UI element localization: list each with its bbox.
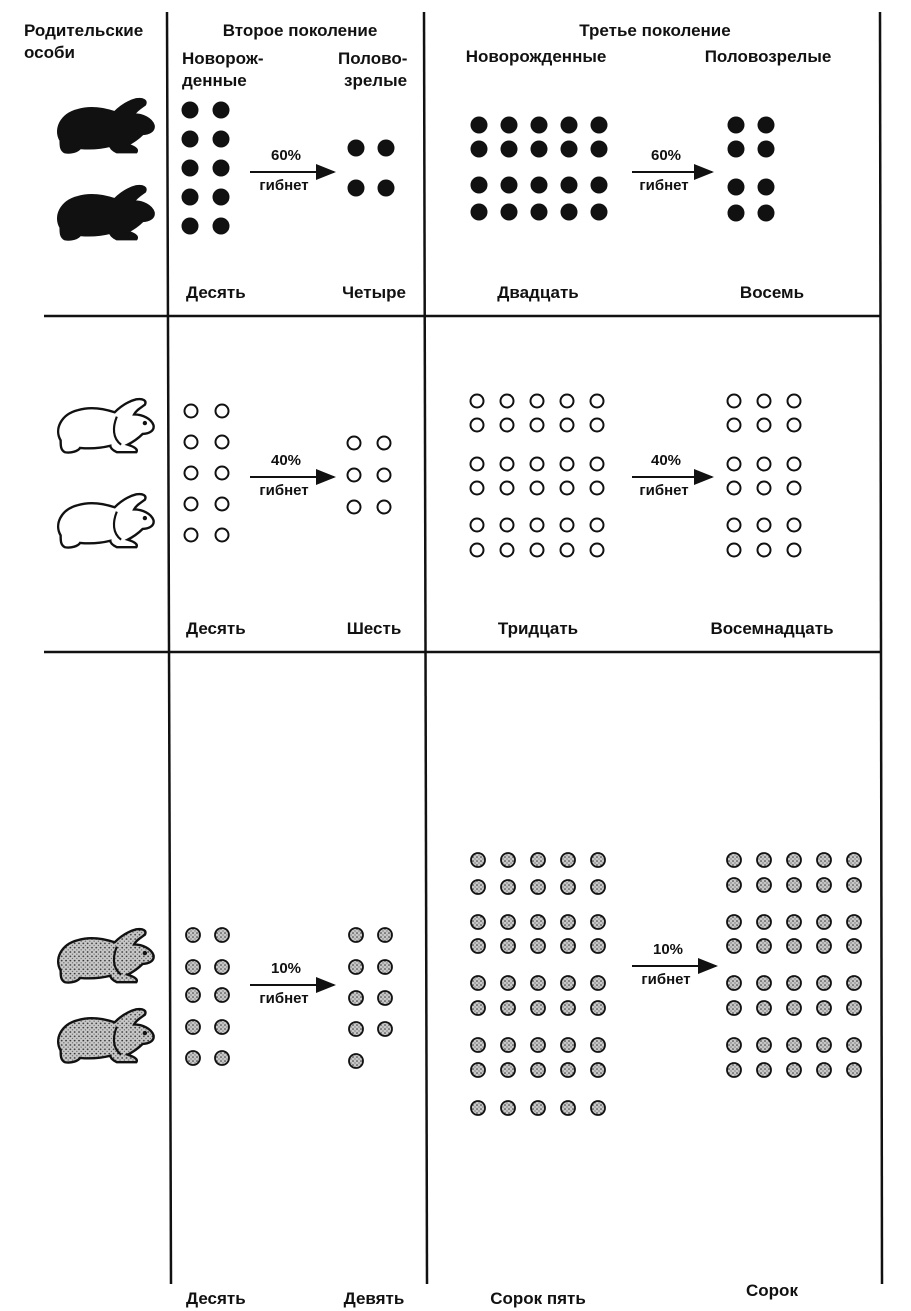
parents-label-1: Родительские (24, 21, 144, 40)
individual-dot (501, 1063, 515, 1077)
individual-dot (758, 179, 774, 195)
individual-dot (757, 915, 771, 929)
individual-dot (758, 419, 771, 432)
individual-dot (349, 928, 363, 942)
individual-dot (349, 1022, 363, 1036)
individual-dot (378, 1022, 392, 1036)
death-label: гибнет (259, 177, 309, 194)
gen3-newborn-count: Тридцать (497, 619, 579, 638)
individual-dot (561, 519, 574, 532)
gen3-newborn-dots (471, 853, 605, 1115)
individual-dot (471, 1063, 485, 1077)
individual-dot (817, 878, 831, 892)
individual-dot (591, 1063, 605, 1077)
individual-dot (501, 419, 514, 432)
rabbit-body (58, 494, 153, 547)
individual-dot (591, 880, 605, 894)
individual-dot (471, 853, 485, 867)
individual-dot (591, 204, 607, 220)
gen3-mature-dots (727, 853, 861, 1077)
individual-dot (182, 102, 198, 118)
individual-dot (758, 458, 771, 471)
individual-dot (788, 519, 801, 532)
individual-dot (591, 458, 604, 471)
individual-dot (471, 395, 484, 408)
individual-dot (757, 1038, 771, 1052)
individual-dot (727, 915, 741, 929)
parents-label-2: особи (24, 43, 75, 62)
individual-dot (471, 177, 487, 193)
individual-dot (531, 853, 545, 867)
individual-dot (349, 1054, 363, 1068)
individual-dot (471, 141, 487, 157)
individual-dot (561, 204, 577, 220)
third-newborn-label: Новорожденные (465, 47, 607, 66)
gen2-mature-count: Шесть (346, 619, 402, 638)
individual-dot (531, 1001, 545, 1015)
individual-dot (213, 160, 229, 176)
individual-dot (501, 939, 515, 953)
individual-dot (591, 544, 604, 557)
death-label: гибнет (639, 177, 689, 194)
individual-dot (728, 141, 744, 157)
gen3-newborn-count: Сорок пять (490, 1289, 586, 1308)
gen3-death-arrow (632, 147, 712, 194)
individual-dot (348, 469, 361, 482)
individual-dot (182, 160, 198, 176)
individual-dot (182, 189, 198, 205)
second-mature-label-2: зрелые (344, 71, 408, 90)
individual-dot (531, 482, 544, 495)
individual-dot (591, 1101, 605, 1115)
individual-dot (349, 960, 363, 974)
death-percent: 40% (650, 452, 682, 469)
individual-dot (471, 544, 484, 557)
individual-dot (378, 960, 392, 974)
individual-dot (728, 544, 741, 557)
individual-dot (378, 928, 392, 942)
individual-dot (757, 939, 771, 953)
individual-dot (757, 1001, 771, 1015)
individual-dot (501, 1101, 515, 1115)
individual-dot (471, 519, 484, 532)
white-rabbit-icon (58, 494, 153, 547)
individual-dot (817, 1063, 831, 1077)
individual-dot (788, 482, 801, 495)
individual-dot (215, 988, 229, 1002)
individual-dot (847, 915, 861, 929)
individual-dot (758, 141, 774, 157)
individual-dot (531, 915, 545, 929)
individual-dot (349, 991, 363, 1005)
individual-dot (728, 458, 741, 471)
individual-dot (787, 976, 801, 990)
individual-dot (185, 405, 198, 418)
gen2-newborn-count: Десять (186, 619, 246, 638)
individual-dot (787, 1063, 801, 1077)
individual-dot (561, 915, 575, 929)
individual-dot (182, 131, 198, 147)
gen3-newborn-count: Двадцать (497, 283, 579, 302)
individual-dot (216, 467, 229, 480)
individual-dot (591, 177, 607, 193)
individual-dot (847, 853, 861, 867)
individual-dot (471, 880, 485, 894)
individual-dot (561, 1001, 575, 1015)
individual-dot (817, 853, 831, 867)
individual-dot (788, 458, 801, 471)
gen2-newborn-dots (186, 928, 229, 1065)
individual-dot (847, 1038, 861, 1052)
individual-dot (471, 915, 485, 929)
individual-dot (531, 939, 545, 953)
individual-dot (213, 131, 229, 147)
individual-dot (185, 498, 198, 511)
individual-dot (757, 878, 771, 892)
gen2-death-arrow (250, 960, 334, 1007)
white-rabbit-icon (58, 399, 153, 452)
individual-dot (847, 1001, 861, 1015)
individual-dot (501, 853, 515, 867)
individual-dot (727, 976, 741, 990)
death-percent: 40% (270, 452, 302, 469)
second-generation-title: Второе поколение (222, 21, 378, 40)
individual-dot (213, 189, 229, 205)
gen3-mature-dots (728, 395, 801, 557)
individual-dot (216, 405, 229, 418)
death-percent: 60% (270, 147, 302, 164)
individual-dot (561, 1101, 575, 1115)
individual-dot (378, 180, 394, 196)
gen2-death-arrow (250, 147, 334, 194)
individual-dot (471, 458, 484, 471)
individual-dot (186, 1020, 200, 1034)
individual-dot (817, 976, 831, 990)
individual-dot (471, 939, 485, 953)
individual-dot (531, 204, 547, 220)
individual-dot (591, 419, 604, 432)
individual-dot (501, 141, 517, 157)
individual-dot (215, 928, 229, 942)
individual-dot (561, 1038, 575, 1052)
individual-dot (561, 880, 575, 894)
gen3-mature-count: Восемь (739, 283, 805, 302)
rows-content (58, 99, 861, 1308)
speckled-rabbit-icon (58, 929, 153, 982)
individual-dot (728, 395, 741, 408)
individual-dot (215, 960, 229, 974)
individual-dot (847, 976, 861, 990)
individual-dot (471, 419, 484, 432)
individual-dot (531, 976, 545, 990)
individual-dot (531, 1038, 545, 1052)
individual-dot (561, 1063, 575, 1077)
speckled-rabbit-icon (58, 1009, 153, 1062)
individual-dot (501, 458, 514, 471)
individual-dot (378, 437, 391, 450)
individual-dot (787, 1038, 801, 1052)
individual-dot (501, 519, 514, 532)
column-divider-1 (167, 12, 171, 1284)
individual-dot (758, 482, 771, 495)
individual-dot (471, 482, 484, 495)
gen2-mature-dots (349, 928, 392, 1068)
death-percent: 10% (270, 960, 302, 977)
individual-dot (501, 976, 515, 990)
individual-dot (787, 878, 801, 892)
individual-dot (216, 436, 229, 449)
individual-dot (501, 915, 515, 929)
individual-dot (213, 102, 229, 118)
individual-dot (501, 1038, 515, 1052)
third-mature-label: Половозрелые (704, 47, 832, 66)
individual-dot (561, 853, 575, 867)
individual-dot (501, 544, 514, 557)
individual-dot (591, 519, 604, 532)
gen2-mature-count: Девять (343, 1289, 405, 1308)
second-newborn-label-2: денные (182, 71, 247, 90)
black-rabbit-icon (58, 99, 153, 152)
individual-dot (348, 180, 364, 196)
individual-dot (501, 177, 517, 193)
individual-dot (727, 878, 741, 892)
gen3-mature-dots (728, 117, 774, 221)
individual-dot (591, 395, 604, 408)
individual-dot (757, 976, 771, 990)
individual-dot (561, 976, 575, 990)
individual-dot (787, 1001, 801, 1015)
individual-dot (727, 1063, 741, 1077)
individual-dot (531, 544, 544, 557)
individual-dot (757, 853, 771, 867)
individual-dot (185, 436, 198, 449)
individual-dot (847, 939, 861, 953)
individual-dot (378, 469, 391, 482)
third-generation-title: Третье поколение (579, 21, 731, 40)
individual-dot (348, 140, 364, 156)
individual-dot (591, 939, 605, 953)
gen3-mature-count: Сорок (746, 1281, 798, 1300)
individual-dot (728, 419, 741, 432)
individual-dot (531, 1101, 545, 1115)
individual-dot (787, 915, 801, 929)
individual-dot (186, 960, 200, 974)
rabbit-body (58, 99, 153, 152)
individual-dot (186, 928, 200, 942)
individual-dot (501, 1001, 515, 1015)
individual-dot (788, 395, 801, 408)
rabbit-body (58, 1009, 153, 1062)
rabbit-eye (143, 516, 147, 520)
individual-dot (348, 437, 361, 450)
individual-dot (531, 1063, 545, 1077)
individual-dot (561, 419, 574, 432)
individual-dot (348, 501, 361, 514)
individual-dot (501, 204, 517, 220)
individual-dot (561, 395, 574, 408)
individual-dot (728, 482, 741, 495)
individual-dot (727, 1001, 741, 1015)
individual-dot (215, 1051, 229, 1065)
individual-dot (561, 544, 574, 557)
gen2-mature-dots (348, 140, 394, 196)
death-label: гибнет (259, 990, 309, 1007)
individual-dot (531, 880, 545, 894)
death-percent: 10% (652, 941, 684, 958)
gen3-death-arrow (632, 452, 712, 499)
individual-dot (817, 1001, 831, 1015)
individual-dot (501, 482, 514, 495)
individual-dot (728, 519, 741, 532)
individual-dot (788, 544, 801, 557)
individual-dot (471, 1001, 485, 1015)
individual-dot (817, 939, 831, 953)
headers (24, 21, 831, 90)
rabbit-eye (143, 951, 147, 955)
individual-dot (561, 458, 574, 471)
individual-dot (758, 395, 771, 408)
individual-dot (185, 529, 198, 542)
individual-dot (728, 117, 744, 133)
individual-dot (757, 1063, 771, 1077)
individual-dot (216, 529, 229, 542)
individual-dot (728, 179, 744, 195)
individual-dot (727, 939, 741, 953)
individual-dot (471, 1101, 485, 1115)
individual-dot (215, 1020, 229, 1034)
individual-dot (501, 117, 517, 133)
second-mature-label-1: Полово- (338, 49, 408, 68)
individual-dot (185, 467, 198, 480)
individual-dot (186, 988, 200, 1002)
column-divider-3 (880, 12, 882, 1284)
second-newborn-label-1: Новорож- (182, 49, 264, 68)
individual-dot (561, 141, 577, 157)
individual-dot (787, 853, 801, 867)
individual-dot (216, 498, 229, 511)
individual-dot (591, 915, 605, 929)
individual-dot (591, 117, 607, 133)
individual-dot (728, 205, 744, 221)
gen2-newborn-count: Десять (186, 1289, 246, 1308)
individual-dot (727, 853, 741, 867)
individual-dot (817, 915, 831, 929)
individual-dot (471, 204, 487, 220)
column-divider-2 (424, 12, 427, 1284)
rabbit-eye (143, 1031, 147, 1035)
death-label: гибнет (639, 482, 689, 499)
individual-dot (591, 1038, 605, 1052)
individual-dot (561, 177, 577, 193)
individual-dot (561, 117, 577, 133)
individual-dot (531, 141, 547, 157)
individual-dot (471, 1038, 485, 1052)
individual-dot (847, 878, 861, 892)
individual-dot (561, 482, 574, 495)
individual-dot (847, 1063, 861, 1077)
individual-dot (591, 853, 605, 867)
individual-dot (471, 117, 487, 133)
individual-dot (213, 218, 229, 234)
gen2-mature-count: Четыре (342, 283, 406, 302)
death-label: гибнет (641, 971, 691, 988)
individual-dot (378, 991, 392, 1005)
individual-dot (531, 177, 547, 193)
individual-dot (378, 501, 391, 514)
gen2-newborn-dots (182, 102, 229, 234)
rabbit-body (58, 929, 153, 982)
individual-dot (758, 519, 771, 532)
individual-dot (591, 141, 607, 157)
gen2-death-arrow (250, 452, 334, 499)
death-label: гибнет (259, 482, 309, 499)
individual-dot (591, 976, 605, 990)
gen2-newborn-dots (185, 405, 229, 542)
individual-dot (531, 519, 544, 532)
death-percent: 60% (650, 147, 682, 164)
individual-dot (758, 544, 771, 557)
individual-dot (817, 1038, 831, 1052)
individual-dot (727, 1038, 741, 1052)
black-rabbit-icon (58, 186, 153, 239)
individual-dot (501, 395, 514, 408)
individual-dot (378, 140, 394, 156)
individual-dot (186, 1051, 200, 1065)
individual-dot (531, 117, 547, 133)
grid-lines (44, 12, 882, 1284)
individual-dot (787, 939, 801, 953)
rabbit-eye (143, 421, 147, 425)
gen2-mature-dots (348, 437, 391, 514)
individual-dot (531, 419, 544, 432)
individual-dot (531, 458, 544, 471)
gen3-newborn-dots (471, 117, 607, 220)
individual-dot (758, 205, 774, 221)
individual-dot (531, 395, 544, 408)
individual-dot (501, 880, 515, 894)
gen3-death-arrow (632, 941, 716, 988)
gen3-newborn-dots (471, 395, 604, 557)
individual-dot (591, 1001, 605, 1015)
individual-dot (561, 939, 575, 953)
individual-dot (182, 218, 198, 234)
individual-dot (758, 117, 774, 133)
gen2-newborn-count: Десять (186, 283, 246, 302)
rabbit-body (58, 186, 153, 239)
individual-dot (471, 976, 485, 990)
individual-dot (788, 419, 801, 432)
rabbit-body (58, 399, 153, 452)
individual-dot (591, 482, 604, 495)
gen3-mature-count: Восемнадцать (710, 619, 834, 638)
